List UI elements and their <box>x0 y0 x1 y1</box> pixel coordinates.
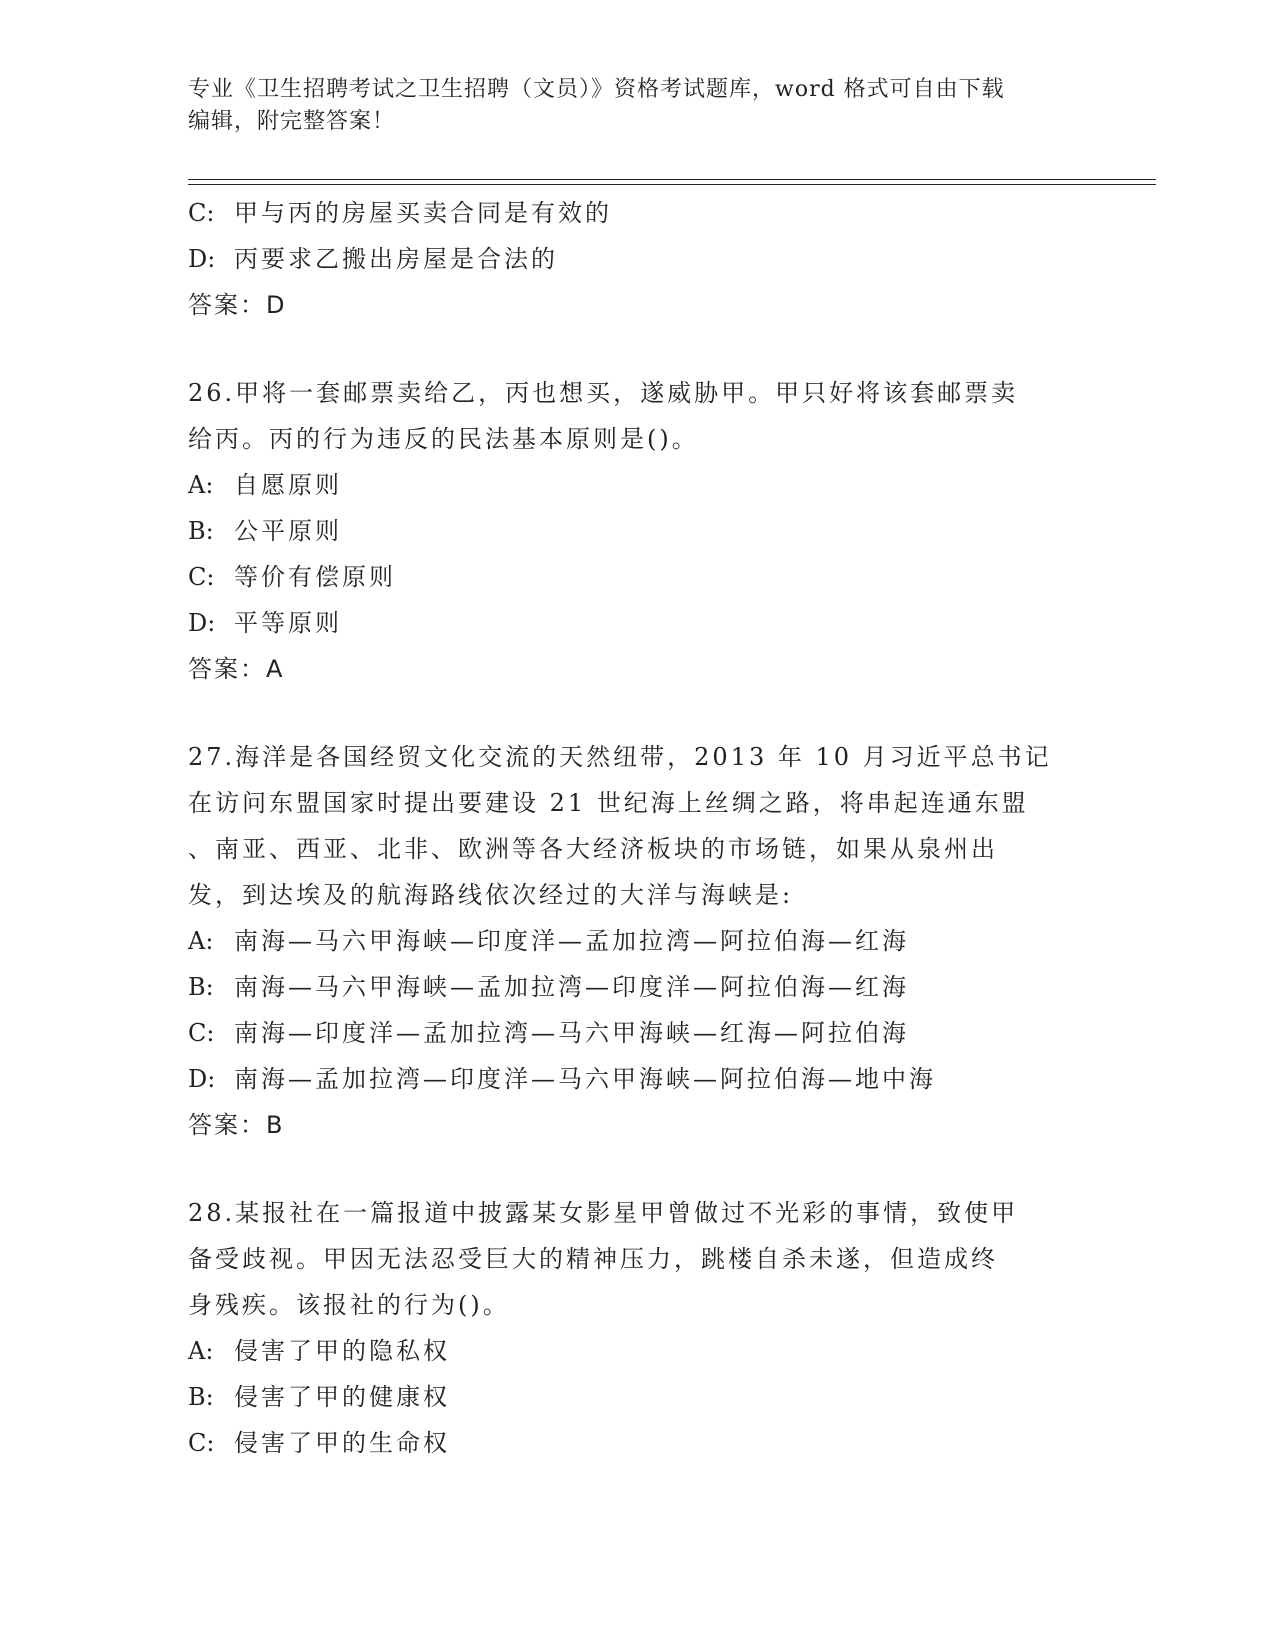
question-stem-line: 备受歧视。甲因无法忍受巨大的精神压力，跳楼自杀未遂，但造成终 <box>188 1245 998 1273</box>
option-letter: D: <box>188 1065 216 1093</box>
question-stem-line: 、南亚、西亚、北非、欧洲等各大经济板块的市场链，如果从泉州出 <box>188 835 998 863</box>
option-text: 南海—印度洋—孟加拉湾—马六甲海峡—红海—阿拉伯海 <box>234 1019 909 1047</box>
option-text: 南海—马六甲海峡—孟加拉湾—印度洋—阿拉伯海—红海 <box>234 973 909 1001</box>
option-c <box>188 190 1088 236</box>
option-d <box>188 236 1088 282</box>
option-text: 丙要求乙搬出房屋是合法的 <box>234 245 558 273</box>
question-stem-line: 28.某报社在一篇报道中披露某女影星甲曾做过不光彩的事情，致使甲 <box>188 1199 1019 1227</box>
option-text: 甲与丙的房屋买卖合同是有效的 <box>234 199 612 227</box>
option-b <box>188 964 1088 1010</box>
option-text: 自愿原则 <box>234 471 342 499</box>
option-letter: A: <box>188 1337 214 1365</box>
question-stem-line: 身残疾。该报社的行为()。 <box>188 1291 510 1319</box>
option-d <box>188 600 1088 646</box>
option-a <box>188 918 1088 964</box>
option-letter: C: <box>188 563 215 591</box>
option-c <box>188 1420 1088 1466</box>
answer-line: 答案：D <box>188 291 287 319</box>
option-c <box>188 1010 1088 1056</box>
option-b <box>188 508 1088 554</box>
option-a <box>188 462 1088 508</box>
question-stem-line: 发，到达埃及的航海路线依次经过的大洋与海峡是: <box>188 881 794 909</box>
answer-line: 答案：A <box>188 655 285 683</box>
header-line-2: 编辑，附完整答案！ <box>188 109 396 134</box>
document-header <box>188 74 1088 138</box>
question-25-tail <box>188 190 1088 328</box>
question-27 <box>188 734 1088 1148</box>
question-stem-line: 27.海洋是各国经贸文化交流的天然纽带，2013 年 10 月习近平总书记 <box>188 743 1052 771</box>
option-c <box>188 554 1088 600</box>
option-letter: C: <box>188 199 215 227</box>
option-text: 侵害了甲的健康权 <box>234 1383 450 1411</box>
question-stem-line: 26.甲将一套邮票卖给乙，丙也想买，遂威胁甲。甲只好将该套邮票卖 <box>188 379 1019 407</box>
question-26 <box>188 370 1088 692</box>
option-letter: B: <box>188 517 214 545</box>
option-letter: A: <box>188 471 214 499</box>
question-stem-line: 在访问东盟国家时提出要建设 21 世纪海上丝绸之路，将串起连通东盟 <box>188 789 1029 817</box>
option-text: 公平原则 <box>234 517 342 545</box>
option-b <box>188 1374 1088 1420</box>
option-text: 平等原则 <box>234 609 342 637</box>
option-letter: B: <box>188 973 214 1001</box>
option-text: 等价有偿原则 <box>234 563 396 591</box>
option-a <box>188 1328 1088 1374</box>
header-double-rule <box>188 179 1156 185</box>
question-28 <box>188 1190 1088 1466</box>
question-stem-line: 给丙。丙的行为违反的民法基本原则是()。 <box>188 425 699 453</box>
option-letter: B: <box>188 1383 214 1411</box>
option-letter: D: <box>188 245 216 273</box>
option-text: 侵害了甲的生命权 <box>234 1429 450 1457</box>
document-body <box>188 190 1088 1466</box>
option-text: 南海—马六甲海峡—印度洋—孟加拉湾—阿拉伯海—红海 <box>234 927 909 955</box>
option-text: 南海—孟加拉湾—印度洋—马六甲海峡—阿拉伯海—地中海 <box>234 1065 936 1093</box>
option-letter: A: <box>188 927 214 955</box>
option-letter: C: <box>188 1429 215 1457</box>
header-line-1: 专业《卫生招聘考试之卫生招聘（文员）》资格考试题库，word 格式可自由下载 <box>188 77 1005 102</box>
option-d <box>188 1056 1088 1102</box>
answer-line: 答案：B <box>188 1111 285 1139</box>
option-letter: C: <box>188 1019 215 1047</box>
option-letter: D: <box>188 609 216 637</box>
option-text: 侵害了甲的隐私权 <box>234 1337 450 1365</box>
